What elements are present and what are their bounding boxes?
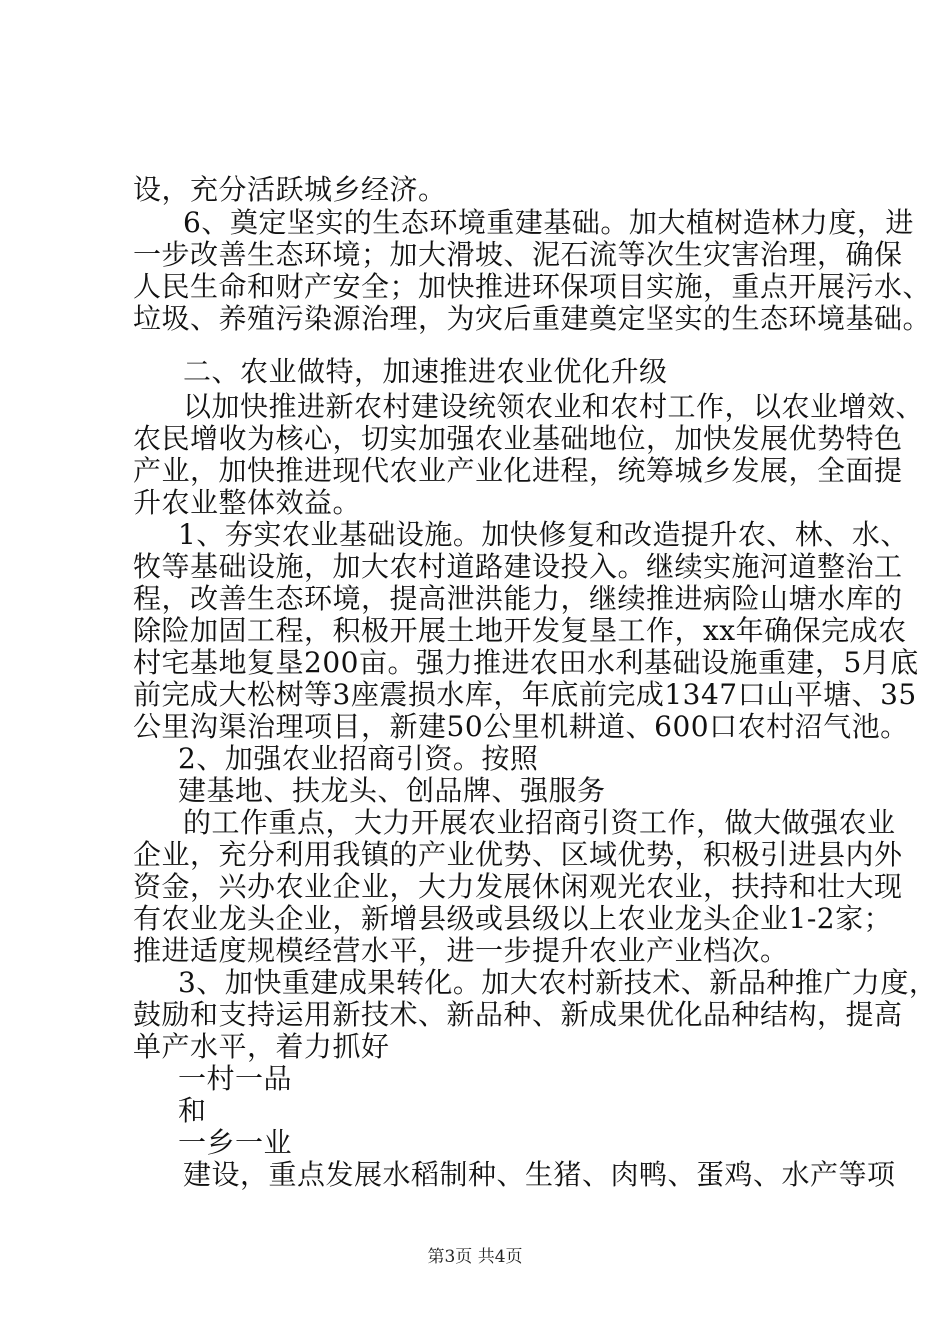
text-line: 农民增收为核心，切实加强农业基础地位，加快发展优势特色 [133, 422, 903, 455]
text-line: 升农业整体效益。 [133, 486, 362, 519]
text-line: 公里沟渠治理项目，新建50公里机耕道、600口农村沼气池。 [133, 710, 909, 743]
text-line: 单产水平，着力抓好 [133, 1030, 390, 1063]
section-heading: 二、农业做特，加速推进农业优化升级 [183, 355, 668, 388]
text-line: 村宅基地复垦200亩。强力推进农田水利基础设施重建，5月底 [133, 646, 919, 679]
text-line: 一村一品 [178, 1062, 293, 1095]
text-line: 牧等基础设施，加大农村道路建设投入。继续实施河道整治工 [133, 550, 903, 583]
text-line: 以加快推进新农村建设统领农业和农村工作，以农业增效、 [183, 390, 925, 423]
text-line: 企业，充分利用我镇的产业优势、区域优势，积极引进县内外 [133, 838, 903, 871]
text-line: 建基地、扶龙头、创品牌、强服务 [178, 774, 606, 807]
text-line: 前完成大松树等3座震损水库，年底前完成1347口山平塘、35 [133, 678, 917, 711]
text-line: 有农业龙头企业，新增县级或县级以上农业龙头企业1-2家； [133, 902, 893, 935]
text-line: 1、夯实农业基础设施。加快修复和改造提升农、林、水、 [178, 518, 909, 551]
text-line: 2、加强农业招商引资。按照 [178, 742, 539, 775]
text-line: 产业，加快推进现代农业产业化进程，统筹城乡发展，全面提 [133, 454, 903, 487]
text-line: 鼓励和支持运用新技术、新品种、新成果优化品种结构，提高 [133, 998, 903, 1031]
text-line: 除险加固工程，积极开展土地开发复垦工作，xx年确保完成农 [133, 614, 907, 647]
text-line: 资金，兴办农业企业，大力发展休闲观光农业，扶持和壮大现 [133, 870, 903, 903]
text-line: 推进适度规模经营水平，进一步提升农业产业档次。 [133, 934, 789, 967]
text-line: 设，充分活跃城乡经济。 [133, 173, 447, 206]
text-line: 建设，重点发展水稻制种、生猪、肉鸭、蛋鸡、水产等项 [183, 1158, 896, 1191]
text-line: 6、奠定坚实的生态环境重建基础。加大植树造林力度，进 [183, 206, 914, 239]
text-line: 垃圾、养殖污染源治理，为灾后重建奠定坚实的生态环境基础。 [133, 302, 932, 335]
text-line: 3、加快重建成果转化。加大农村新技术、新品种推广力度， [178, 966, 938, 999]
text-line: 的工作重点，大力开展农业招商引资工作，做大做强农业 [183, 806, 896, 839]
text-line: 和 [178, 1094, 207, 1127]
text-line: 一乡一业 [178, 1126, 293, 1159]
text-line: 程，改善生态环境，提高泄洪能力，继续推进病险山塘水库的 [133, 582, 903, 615]
page-number-footer: 第3页 共4页 [427, 1247, 523, 1267]
text-line: 一步改善生态环境；加大滑坡、泥石流等次生灾害治理，确保 [133, 238, 903, 271]
text-line: 人民生命和财产安全；加快推进环保项目实施，重点开展污水、 [133, 270, 932, 303]
